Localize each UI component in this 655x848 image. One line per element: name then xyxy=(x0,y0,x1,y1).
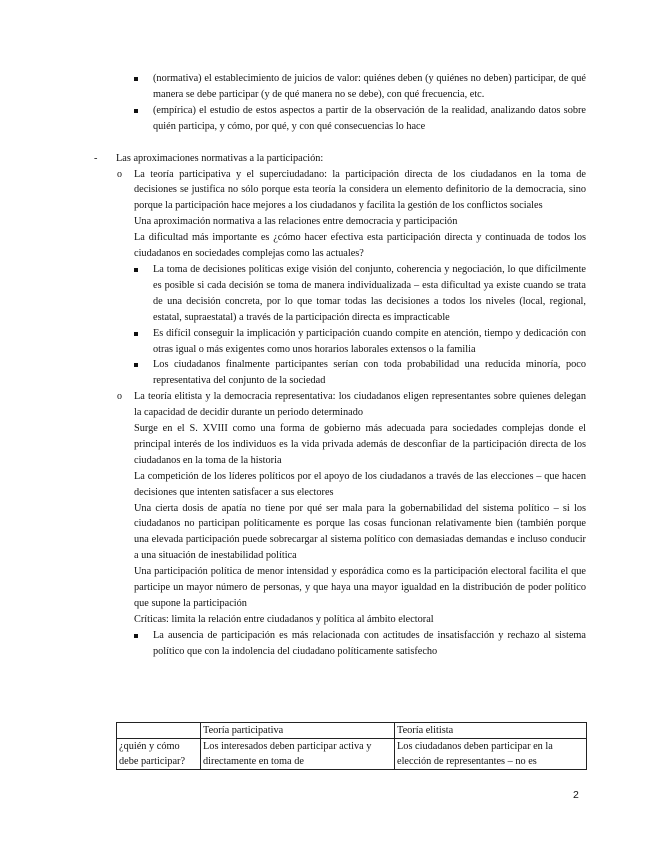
bullet-text: (normativa) el establecimiento de juicios de valor: quiénes deben (y quiénes no deben) participar, de qué manera se debe participar (y de qué manera no se debe), con qué frecuencia, etc. xyxy=(153,73,586,100)
table-cell: Los ciudadanos deben participar en la elección de representantes – no es xyxy=(395,739,587,770)
table-cell: ¿quién y cómo debe participar? xyxy=(117,739,201,770)
paragraph: Una cierta dosis de apatía no tiene por qué ser mala para la gobernabilidad del sistema político – si los ciudadanos no participan políticamente es porque las cosas funcionan relativamente bien (también porque una elevada participación puede sobrecargar al sistema político con demasiadas demandas e incluso conducir a una situación de inestabilidad política xyxy=(134,502,586,562)
circle-marker: o xyxy=(117,168,122,180)
bullet-square-icon xyxy=(134,628,138,644)
page-content xyxy=(0,71,655,660)
paragraph: Una aproximación normativa a las relaciones entre democracia y participación xyxy=(134,216,458,228)
list-item xyxy=(153,71,586,103)
table-header-row xyxy=(117,723,587,739)
subsection-elitista xyxy=(117,389,586,628)
paragraph: La dificultad más importante es ¿cómo hacer efectiva esta participación directa y continuada de todos los ciudadanos en sociedades complejas como las actuales? xyxy=(134,232,586,260)
table-cell: Los interesados deben participar activa y directamente en toma de xyxy=(201,739,395,770)
comparison-table xyxy=(116,722,587,770)
bullet-square-icon xyxy=(134,262,138,278)
circle-marker: o xyxy=(117,391,122,403)
bullet-text: Los ciudadanos finalmente participantes serían con toda probabilidad una reducida minoría, poco representativa del conjunto de la sociedad xyxy=(153,359,586,387)
paragraph: Surge en el S. XVIII como una forma de gobierno más adecuada para sociedades complejas donde el principal interés de los individuos es la vida privada además de desconfiar de la participación directa de los ciudadanos en la toma de la historia xyxy=(134,423,586,466)
subsection-intro: La teoría participativa y el superciudadano: la participación directa de los ciudadanos en la toma de decisiones se justifica no sólo porque esta teoría la considera un elemento definitorio de la democracia, sino porque la participación hace mejores a los ciudadanos y facilita la gestión de los conflictos sociales xyxy=(134,168,586,212)
page-number: 2 xyxy=(573,789,579,801)
table-row xyxy=(117,739,587,770)
bullet-square-icon xyxy=(134,103,138,119)
paragraph: Críticas: limita la relación entre ciudadanos y política al ámbito electoral xyxy=(134,613,434,625)
bullet-text: La ausencia de participación es más relacionada con actitudes de insatisfacción y rechazo al sistema político que con la indolencia del ciudadano políticamente satisfecho xyxy=(153,629,586,657)
paragraph: Una participación política de menor intensidad y esporádica como es la participación electoral facilita el que participe un mayor número de personas, y que haya una mayor igualdad en la distribución de poder político que supone la participación xyxy=(134,566,586,609)
list-item xyxy=(153,357,586,389)
list-item xyxy=(153,262,586,326)
bullet-square-icon xyxy=(134,357,138,373)
table-header-cell xyxy=(117,723,201,739)
bullet-text: La toma de decisiones políticas exige visión del conjunto, coherencia y negociación, lo que difícilmente es posible si cada decisión se toma de manera individualizada – esta dificultad ya existe cuando se trata de una decisión concreta, por lo que tomar todas las decisiones a todos los niveles (local, regional, estatal, supraestatal) a través de la participación directa es impracticable xyxy=(153,263,586,323)
bullet-square-icon xyxy=(134,71,138,87)
table-header-cell: Teoría participativa xyxy=(201,723,395,739)
bullet-square-icon xyxy=(134,326,138,342)
list-item xyxy=(153,628,586,660)
subsection-intro: La teoría elitista y la democracia representativa: los ciudadanos eligen representantes sobre quienes delegan la capacidad de decidir durante un periodo determinado xyxy=(134,391,586,419)
list-item xyxy=(153,326,586,358)
subsection-participativa xyxy=(117,167,586,262)
bullet-text: (empírica) el estudio de estos aspectos a partir de la observación de la realidad, analizando datos sobre quién participa, y cómo, por qué, y con qué consecuencias lo hace xyxy=(153,104,586,132)
dash-marker: - xyxy=(94,152,98,164)
section-heading xyxy=(94,151,586,167)
list-item xyxy=(153,103,586,135)
bullet-text: Es difícil conseguir la implicación y participación cuando compite en atención, tiempo y dedicación con otras igual o más exigentes como unos horarios laborales extensos o la familia xyxy=(153,327,586,355)
paragraph: La competición de los líderes políticos por el apoyo de los ciudadanos a través de las elecciones – que hacen decisiones que intenten satisfacer a sus electores xyxy=(134,470,586,498)
spacer xyxy=(0,135,655,151)
table-header-cell: Teoría elitista xyxy=(395,723,587,739)
heading-text: Las aproximaciones normativas a la participación: xyxy=(116,152,324,164)
